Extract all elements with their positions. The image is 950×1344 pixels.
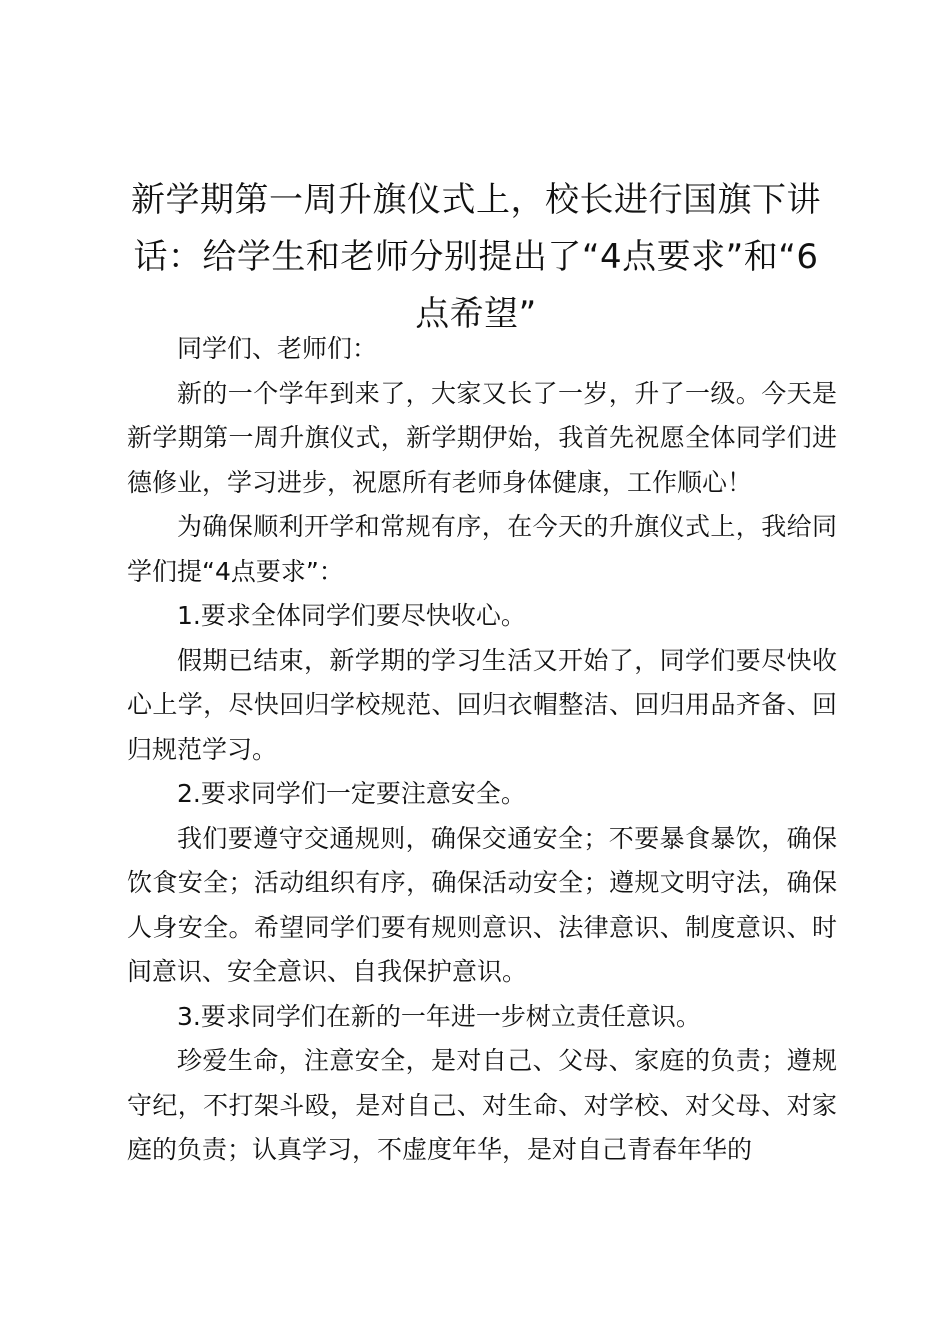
paragraph: 新的一个学年到来了，大家又长了一岁，升了一级。今天是新学期第一周升旗仪式，新学期伊始，我首先祝愿全体同学们进德修业，学习进步，祝愿所有老师身体健康，工作顺心！	[127, 378, 837, 497]
salutation: 同学们、老师们：	[177, 334, 378, 363]
requirement-heading-1: 1.要求全体同学们要尽快收心。	[177, 601, 526, 630]
paragraph: 我们要遵守交通规则，确保交通安全；不要暴食暴饮，确保饮食安全；活动组织有序，确保活动安全；遵规文明守法，确保人身安全。希望同学们要有规则意识、法律意识、制度意识、时间意识、安全意识、自我保护意识。	[127, 823, 837, 986]
document-body	[127, 327, 837, 1173]
paragraph: 假期已结束，新学期的学习生活又开始了，同学们要尽快收心上学，尽快回归学校规范、回归衣帽整洁、回归用品齐备、回归规范学习。	[127, 645, 837, 764]
document-title: 新学期第一周升旗仪式上，校长进行国旗下讲话：给学生和老师分别提出了“4点要求”和“6点希望”	[131, 180, 821, 334]
paragraph: 珍爱生命，注意安全，是对自己、父母、家庭的负责；遵规守纪，不打架斗殴，是对自己、对生命、对学校、对父母、对家庭的负责；认真学习，不虚度年华，是对自己青春年华的	[127, 1046, 837, 1164]
requirement-heading-2: 2.要求同学们一定要注意安全。	[177, 779, 526, 808]
paragraph: 为确保顺利开学和常规有序，在今天的升旗仪式上，我给同学们提“4点要求”：	[127, 512, 837, 586]
requirement-heading-3: 3.要求同学们在新的一年进一步树立责任意识。	[177, 1001, 701, 1031]
